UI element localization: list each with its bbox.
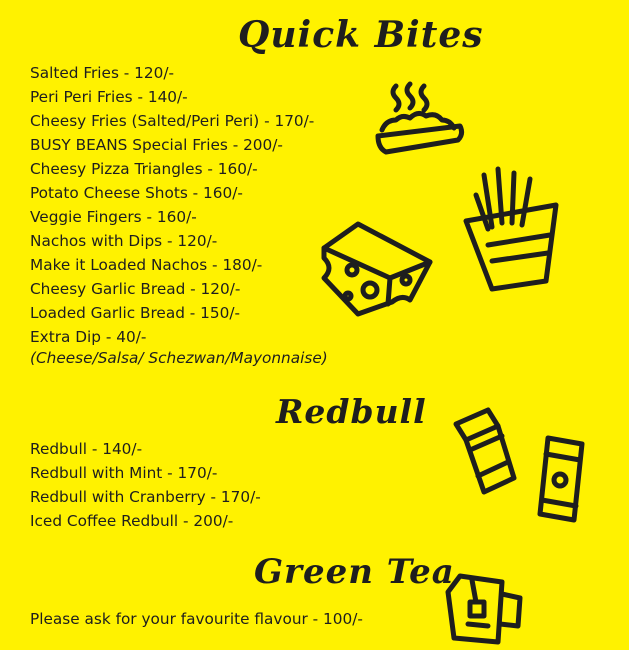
tea-mug-icon (440, 568, 530, 646)
list-item: Cheesy Garlic Bread - 120/- (30, 280, 241, 298)
list-item: Redbull - 140/- (30, 440, 143, 458)
list-item: Cheesy Fries (Salted/Peri Peri) - 170/- (30, 112, 315, 130)
redbull-list (30, 437, 261, 533)
list-item: Salted Fries - 120/- (30, 64, 175, 82)
fries-icon (462, 165, 562, 293)
list-item: Make it Loaded Nachos - 180/- (30, 256, 263, 274)
hot-snack-plate-icon (372, 80, 468, 164)
list-item: Redbull with Mint - 170/- (30, 464, 218, 482)
list-item: BUSY BEANS Special Fries - 200/- (30, 136, 283, 154)
list-item: Cheesy Pizza Triangles - 160/- (30, 160, 258, 178)
quick-bites-heading: Quick Bites (238, 14, 484, 56)
can-icon (448, 406, 520, 498)
list-item: Iced Coffee Redbull - 200/- (30, 512, 234, 530)
green-tea-heading: Green Tea (254, 552, 455, 592)
green-tea-text: Please ask for your favourite flavour - 100/- (30, 610, 363, 628)
quick-bites-list (30, 61, 314, 349)
list-item: Veggie Fingers - 160/- (30, 208, 197, 226)
cheese-icon (318, 218, 434, 318)
dip-options-note: (Cheese/Salsa/ Schezwan/Mayonnaise) (30, 349, 328, 367)
can-icon (528, 430, 594, 526)
redbull-heading: Redbull (276, 392, 427, 431)
list-item: Peri Peri Fries - 140/- (30, 88, 188, 106)
list-item: Nachos with Dips - 120/- (30, 232, 218, 250)
list-item: Loaded Garlic Bread - 150/- (30, 304, 241, 322)
list-item: Extra Dip - 40/- (30, 328, 147, 346)
list-item: Potato Cheese Shots - 160/- (30, 184, 243, 202)
list-item: Redbull with Cranberry - 170/- (30, 488, 261, 506)
